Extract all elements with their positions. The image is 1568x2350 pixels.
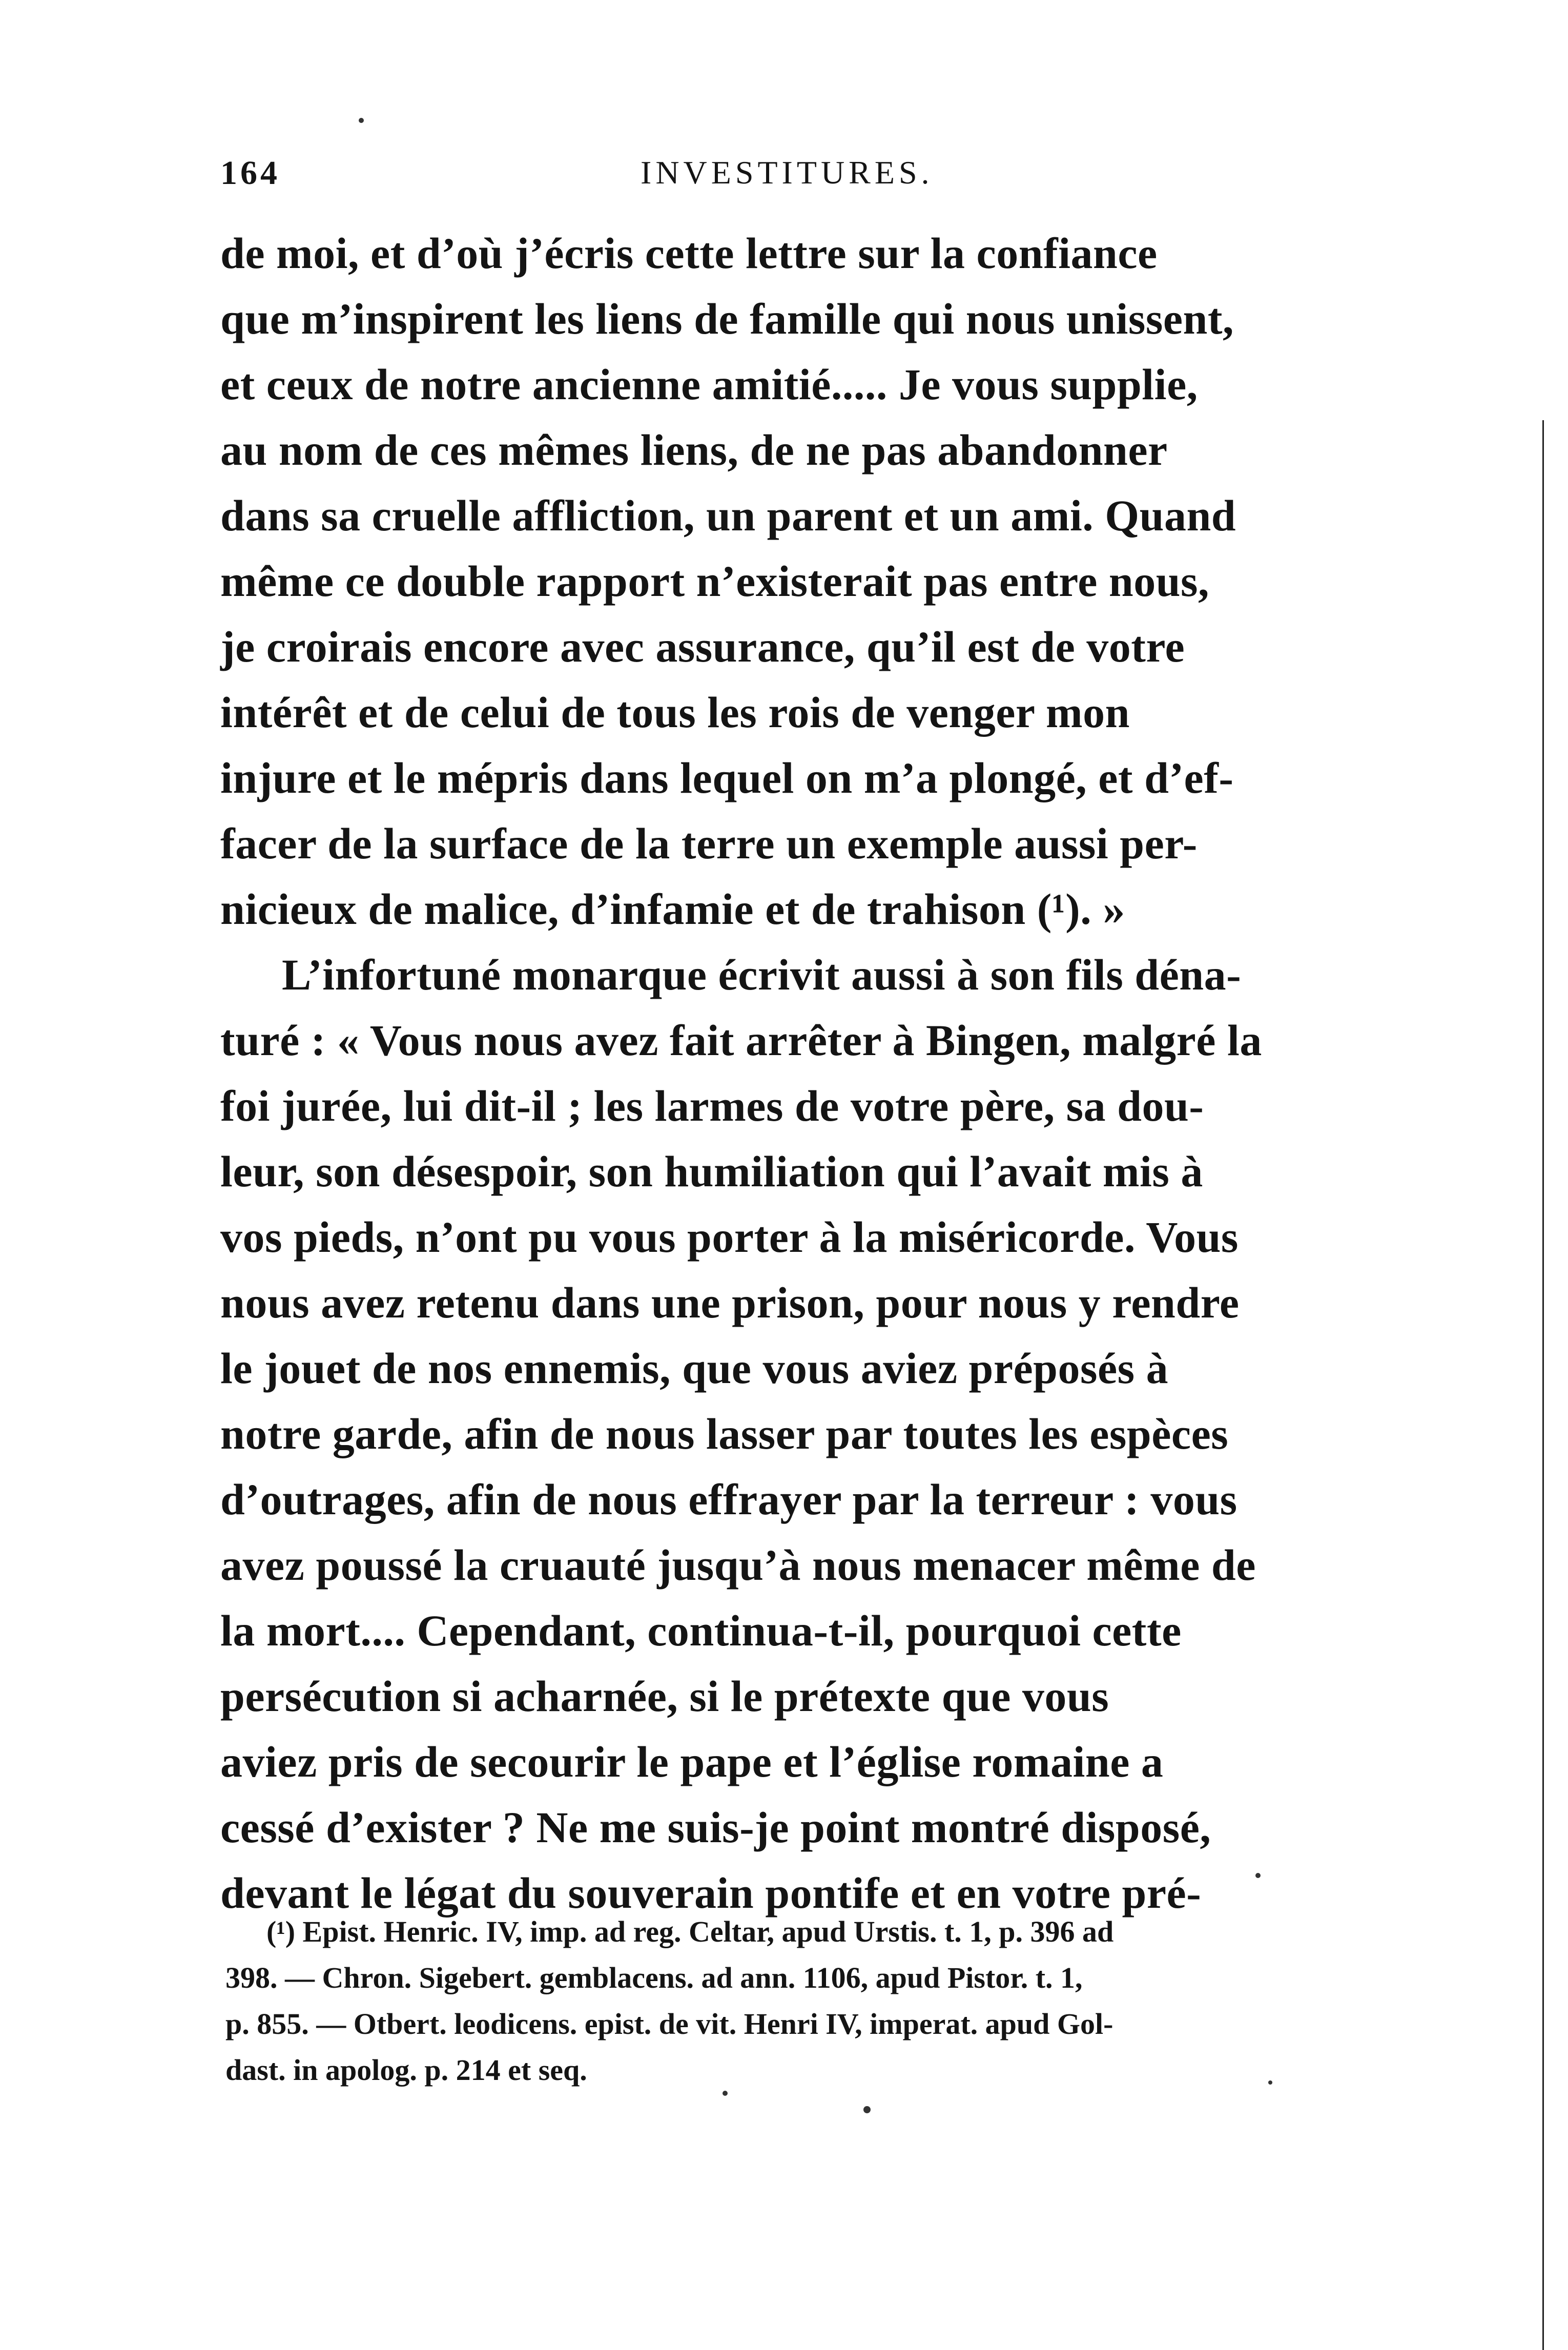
text-line: au nom de ces mêmes liens, de ne pas abandonner bbox=[220, 425, 1168, 475]
footnote-line: dast. in apolog. p. 214 et seq. bbox=[225, 2053, 587, 2087]
page-number: 164 bbox=[220, 154, 280, 192]
print-speck bbox=[1268, 2080, 1272, 2085]
text-line: notre garde, afin de nous lasser par toutes les espèces bbox=[220, 1409, 1229, 1458]
running-head bbox=[220, 154, 1312, 200]
text-line: dans sa cruelle affliction, un parent et un ami. Quand bbox=[220, 491, 1236, 540]
text-line: le jouet de nos ennemis, que vous aviez préposés à bbox=[220, 1344, 1169, 1393]
print-speck bbox=[359, 118, 364, 123]
text-line: leur, son désespoir, son humiliation qui l’avait mis à bbox=[220, 1147, 1203, 1196]
text-line: la mort.... Cependant, continua-t-il, pourquoi cette bbox=[220, 1606, 1182, 1655]
footnote-line: (¹) Epist. Henric. IV, imp. ad reg. Celtar, apud Urstis. t. 1, p. 396 ad bbox=[266, 1915, 1114, 1948]
text-line: facer de la surface de la terre un exemple aussi per- bbox=[220, 819, 1198, 868]
text-line: turé : « Vous nous avez fait arrêter à Bingen, malgré la bbox=[220, 1016, 1262, 1065]
text-line: injure et le mépris dans lequel on m’a plongé, et d’ef- bbox=[220, 753, 1234, 802]
text-line: d’outrages, afin de nous effrayer par la terreur : vous bbox=[220, 1475, 1237, 1524]
text-line: vos pieds, n’ont pu vous porter à la miséricorde. Vous bbox=[220, 1212, 1239, 1262]
text-line: aviez pris de secourir le pape et l’église romaine a bbox=[220, 1737, 1164, 1786]
text-line: nicieux de malice, d’infamie et de trahison (¹). » bbox=[220, 884, 1125, 934]
text-line: cessé d’exister ? Ne me suis-je point montré disposé, bbox=[220, 1803, 1211, 1852]
text-line-paragraph-start: L’infortuné monarque écrivit aussi à son fils déna- bbox=[282, 950, 1242, 999]
running-title: INVESTITURES. bbox=[641, 154, 934, 191]
page-edge-rule bbox=[1542, 420, 1544, 2350]
footnote-line: 398. — Chron. Sigebert. gemblacens. ad ann. 1106, apud Pistor. t. 1, bbox=[225, 1961, 1083, 1994]
text-line: avez poussé la cruauté jusqu’à nous menacer même de bbox=[220, 1540, 1256, 1590]
text-line: que m’inspirent les liens de famille qui nous unissent, bbox=[220, 294, 1234, 343]
print-speck bbox=[863, 2106, 871, 2113]
text-line: devant le légat du souverain pontife et en votre pré- bbox=[220, 1868, 1202, 1918]
text-line: de moi, et d’où j’écris cette lettre sur la confiance bbox=[220, 229, 1158, 278]
text-line: intérêt et de celui de tous les rois de venger mon bbox=[220, 688, 1130, 737]
text-line: nous avez retenu dans une prison, pour nous y rendre bbox=[220, 1278, 1240, 1327]
text-line: même ce double rapport n’existerait pas entre nous, bbox=[220, 556, 1210, 606]
text-line: foi jurée, lui dit-il ; les larmes de votre père, sa dou- bbox=[220, 1081, 1204, 1130]
text-line: persécution si acharnée, si le prétexte que vous bbox=[220, 1672, 1109, 1721]
text-line: et ceux de notre ancienne amitié..... Je vous supplie, bbox=[220, 360, 1198, 409]
print-speck bbox=[723, 2091, 728, 2096]
footnote-line: p. 855. — Otbert. leodicens. epist. de vit. Henri IV, imperat. apud Gol- bbox=[225, 2007, 1113, 2040]
footnotes bbox=[225, 1909, 1322, 2093]
body-text bbox=[220, 220, 1312, 1926]
text-line: je croirais encore avec assurance, qu’il est de votre bbox=[220, 622, 1185, 671]
print-speck bbox=[1255, 1873, 1261, 1878]
